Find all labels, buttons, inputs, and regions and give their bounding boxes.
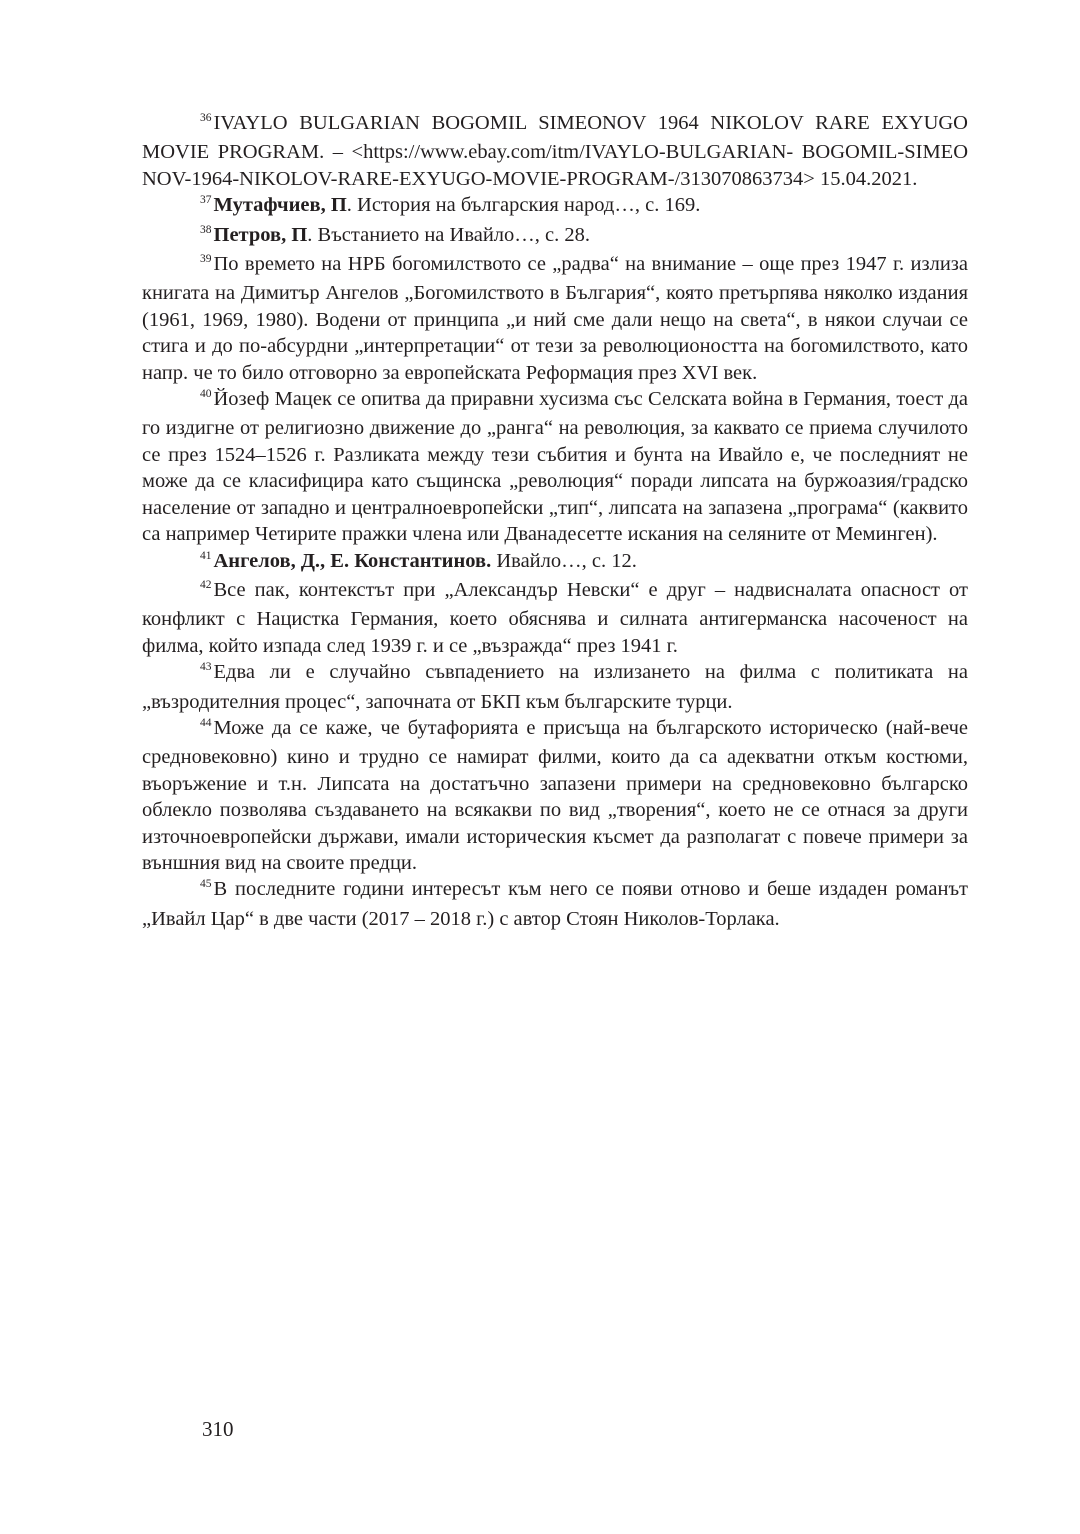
footnote-number: 39 — [200, 253, 212, 266]
footnote-number: 40 — [200, 388, 212, 401]
footnote-text: Все пак, контекстът при „Александър Невски“ е друг – надвисналата опасност от конфликт с Нацистка Германия, което обяснява и силната антигерманска насоченост на филма, който изпада след 1939 г. и се „възражда“ през 1941 г. — [142, 578, 968, 657]
footnote-number: 36 — [200, 112, 212, 124]
footnote-text: Йозеф Мацек се опитва да приравни хусизма със Селската война в Германия, тоест да го издигне от религиозно движение до „ранга“ на революция, за каквато се приема случилото се през 1524–1526 г. Разликата между тези събития и бунта на Ивайло е, че последният не може да се класифицира като същинска „революция“ поради липсата на буржоазия/градско население от западно и централноевропейски „тип“, липсата на запазена „програма“ (каквито са например Четирите пражки члена или Дванадесетте искания на селяните от Меминген). — [142, 388, 968, 546]
footnote-number: 38 — [200, 223, 212, 236]
footnote-text: IVAYLO BULGARIAN BOGOMIL SIMEONOV 1964 NIKOLOV RARE EXYUGO MOVIE PROGRAM. – — [142, 112, 968, 164]
footnotes-section — [142, 110, 968, 932]
footnote-author: Мутафчиев, П — [213, 194, 347, 217]
footnote-text: . Въстанието на Ивайло…, с. 28. — [307, 223, 590, 246]
footnote-number: 45 — [200, 878, 212, 891]
footnote-text: Едва ли е случайно съвпадението на излизането на филма с политиката на „възродителния процес“, започната от БКП към българските турци. — [142, 661, 968, 713]
footnote-39 — [142, 251, 968, 386]
footnote-number: 42 — [200, 578, 212, 591]
footnote-number: 43 — [200, 661, 212, 674]
footnote-author: Ангелов, Д., Е. Константинов. — [213, 549, 492, 572]
footnote-access-date: 15.04.2021. — [814, 167, 918, 190]
footnote-number: 44 — [200, 716, 212, 729]
footnote-44 — [142, 715, 968, 876]
footnote-number: 37 — [200, 194, 212, 207]
footnote-url-link[interactable]: <https://www.ebay.com/itm/IVAYLO-BULGARIAN- BOGOMIL-SIMEONOV-1964-NIKOLOV-RARE-EXYUGO-MOVIE-PROGRAM-/313070863734> — [142, 141, 968, 190]
footnote-41 — [142, 548, 968, 577]
footnote-42 — [142, 577, 968, 659]
footnote-text: Ивайло…, с. 12. — [491, 549, 637, 572]
footnote-45 — [142, 876, 968, 932]
footnote-37 — [142, 192, 968, 221]
footnote-text: . История на българския народ…, с. 169. — [346, 194, 701, 217]
footnote-38 — [142, 222, 968, 251]
footnote-40 — [142, 386, 968, 547]
footnote-text: В последните години интересът към него се появи отново и беше издаден романът „Ивайл Цар“ в две части (2017 – 2018 г.) с автор Стоян Николов-Торлака. — [142, 878, 968, 930]
footnote-author: Петров, П — [213, 223, 308, 246]
footnote-text: Може да се каже, че бутафорията е присъща на българското историческо (най-вече средновековно) кино и трудно се намират филми, които да са адекватни откъм костюми, въоръжение и т.н. Липсата на достатъчно запазени примери на средновековно българско облекло позволява създаването на всякакви по вид „творения“, което не се отнася за други източноевропейски държави, имали историческия късмет да разполагат с повече примери за външния вид на своите предци. — [142, 716, 968, 874]
footnote-36 — [142, 110, 968, 192]
footnote-43 — [142, 659, 968, 715]
footnote-text: По времето на НРБ богомилството се „радва“ на внимание – още през 1947 г. излиза книгата на Димитър Ангелов „Богомилството в България“, която претърпява няколко издания (1961, 1969, 1980). Водени от принципа „и ний сме дали нещо на света“, в някои случаи се стига и до по-абсурдни „интерпретации“ от тези за революциоността на богомилството, като напр. че то било отговорно за европейската Реформация през XVI век. — [142, 253, 968, 384]
footnote-number: 41 — [200, 549, 212, 562]
page-number: 310 — [202, 1417, 234, 1441]
